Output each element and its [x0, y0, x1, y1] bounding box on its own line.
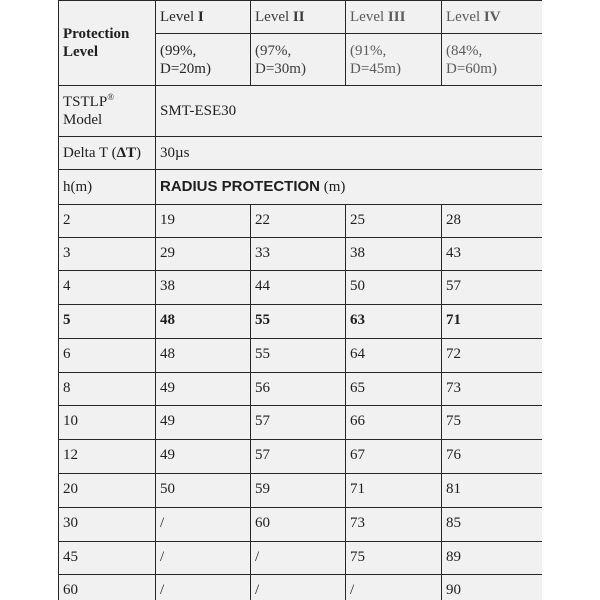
height-cell: 60 — [59, 575, 156, 600]
delta-t-label: Delta T (ΔT) — [59, 137, 156, 170]
radius-cell: 49 — [156, 440, 251, 474]
protection-level-header — [59, 1, 156, 86]
level-2-detail: (97%, D=30m) — [251, 34, 346, 86]
level-3-detail: (91%, D=45m) — [346, 34, 442, 86]
radius-cell: 55 — [251, 305, 346, 339]
radius-cell: 63 — [346, 305, 442, 339]
radius-cell: / — [251, 575, 346, 600]
radius-cell: 56 — [251, 373, 346, 406]
height-cell: 12 — [59, 440, 156, 474]
radius-cell: 71 — [442, 305, 543, 339]
radius-cell: 38 — [346, 238, 442, 271]
radius-cell: 43 — [442, 238, 543, 271]
radius-cell: / — [156, 575, 251, 600]
height-cell: 45 — [59, 542, 156, 575]
radius-cell: 57 — [251, 440, 346, 474]
table-row — [59, 238, 543, 271]
radius-cell: 81 — [442, 474, 543, 508]
radius-cell: 28 — [442, 205, 543, 238]
protection-level-label-line2: Level — [63, 44, 98, 60]
radius-cell: / — [156, 508, 251, 542]
table-row — [59, 406, 543, 440]
radius-cell: 66 — [346, 406, 442, 440]
radius-cell: 50 — [156, 474, 251, 508]
level-1-header: Level I — [156, 1, 251, 34]
table-row — [59, 508, 543, 542]
level-4-detail: (84%, D=60m) — [442, 34, 543, 86]
radius-cell: 75 — [442, 406, 543, 440]
radius-cell: 48 — [156, 305, 251, 339]
height-cell: 2 — [59, 205, 156, 238]
radius-cell: 55 — [251, 339, 346, 373]
delta-t-value: 30µs — [156, 137, 543, 170]
radius-protection-header: RADIUS PROTECTION (m) — [156, 170, 543, 205]
height-cell: 20 — [59, 474, 156, 508]
radius-cell: 73 — [442, 373, 543, 406]
model-label: TSTLP® Model — [59, 86, 156, 137]
table-row — [59, 440, 543, 474]
table-row — [59, 339, 543, 373]
radius-cell: 19 — [156, 205, 251, 238]
table-row — [59, 474, 543, 508]
table-row — [59, 373, 543, 406]
radius-cell: 65 — [346, 373, 442, 406]
protection-level-label-line1: Protection — [63, 26, 130, 42]
radius-cell: 72 — [442, 339, 543, 373]
radius-cell: 64 — [346, 339, 442, 373]
height-cell: 3 — [59, 238, 156, 271]
radius-cell: 57 — [251, 406, 346, 440]
level-1-detail: (99%, D=20m) — [156, 34, 251, 86]
radius-cell: 48 — [156, 339, 251, 373]
radius-cell: 60 — [251, 508, 346, 542]
radius-cell: 76 — [442, 440, 543, 474]
table-row-highlighted — [59, 305, 543, 339]
radius-cell: 49 — [156, 373, 251, 406]
delta-t-row — [59, 137, 543, 170]
table-row — [59, 542, 543, 575]
radius-cell: 22 — [251, 205, 346, 238]
radius-cell: 71 — [346, 474, 442, 508]
radius-cell: 33 — [251, 238, 346, 271]
radius-cell: 89 — [442, 542, 543, 575]
radius-cell: 50 — [346, 271, 442, 305]
height-cell: 6 — [59, 339, 156, 373]
radius-cell: / — [156, 542, 251, 575]
table-row — [59, 205, 543, 238]
level-2-header: Level II — [251, 1, 346, 34]
radius-cell: 49 — [156, 406, 251, 440]
radius-cell: 29 — [156, 238, 251, 271]
radius-cell: 67 — [346, 440, 442, 474]
height-cell: 4 — [59, 271, 156, 305]
table-row — [59, 271, 543, 305]
radius-cell: 75 — [346, 542, 442, 575]
radius-cell: 44 — [251, 271, 346, 305]
height-cell: 30 — [59, 508, 156, 542]
height-cell: 5 — [59, 305, 156, 339]
h-column-header: h(m) — [59, 170, 156, 205]
radius-cell: / — [251, 542, 346, 575]
radius-cell: 25 — [346, 205, 442, 238]
level-4-header: Level IV — [442, 1, 543, 34]
level-header-row — [59, 1, 543, 34]
model-row — [59, 86, 543, 137]
radius-cell: 73 — [346, 508, 442, 542]
model-value: SMT-ESE30 — [156, 86, 543, 137]
table-row — [59, 575, 543, 600]
level-3-header: Level III — [346, 1, 442, 34]
height-cell: 8 — [59, 373, 156, 406]
radius-header-row — [59, 170, 543, 205]
radius-cell: 90 — [442, 575, 543, 600]
radius-cell: / — [346, 575, 442, 600]
radius-cell: 85 — [442, 508, 543, 542]
radius-cell: 59 — [251, 474, 346, 508]
radius-cell: 57 — [442, 271, 543, 305]
radius-cell: 38 — [156, 271, 251, 305]
height-cell: 10 — [59, 406, 156, 440]
document-page — [58, 0, 542, 600]
protection-table — [58, 0, 542, 600]
